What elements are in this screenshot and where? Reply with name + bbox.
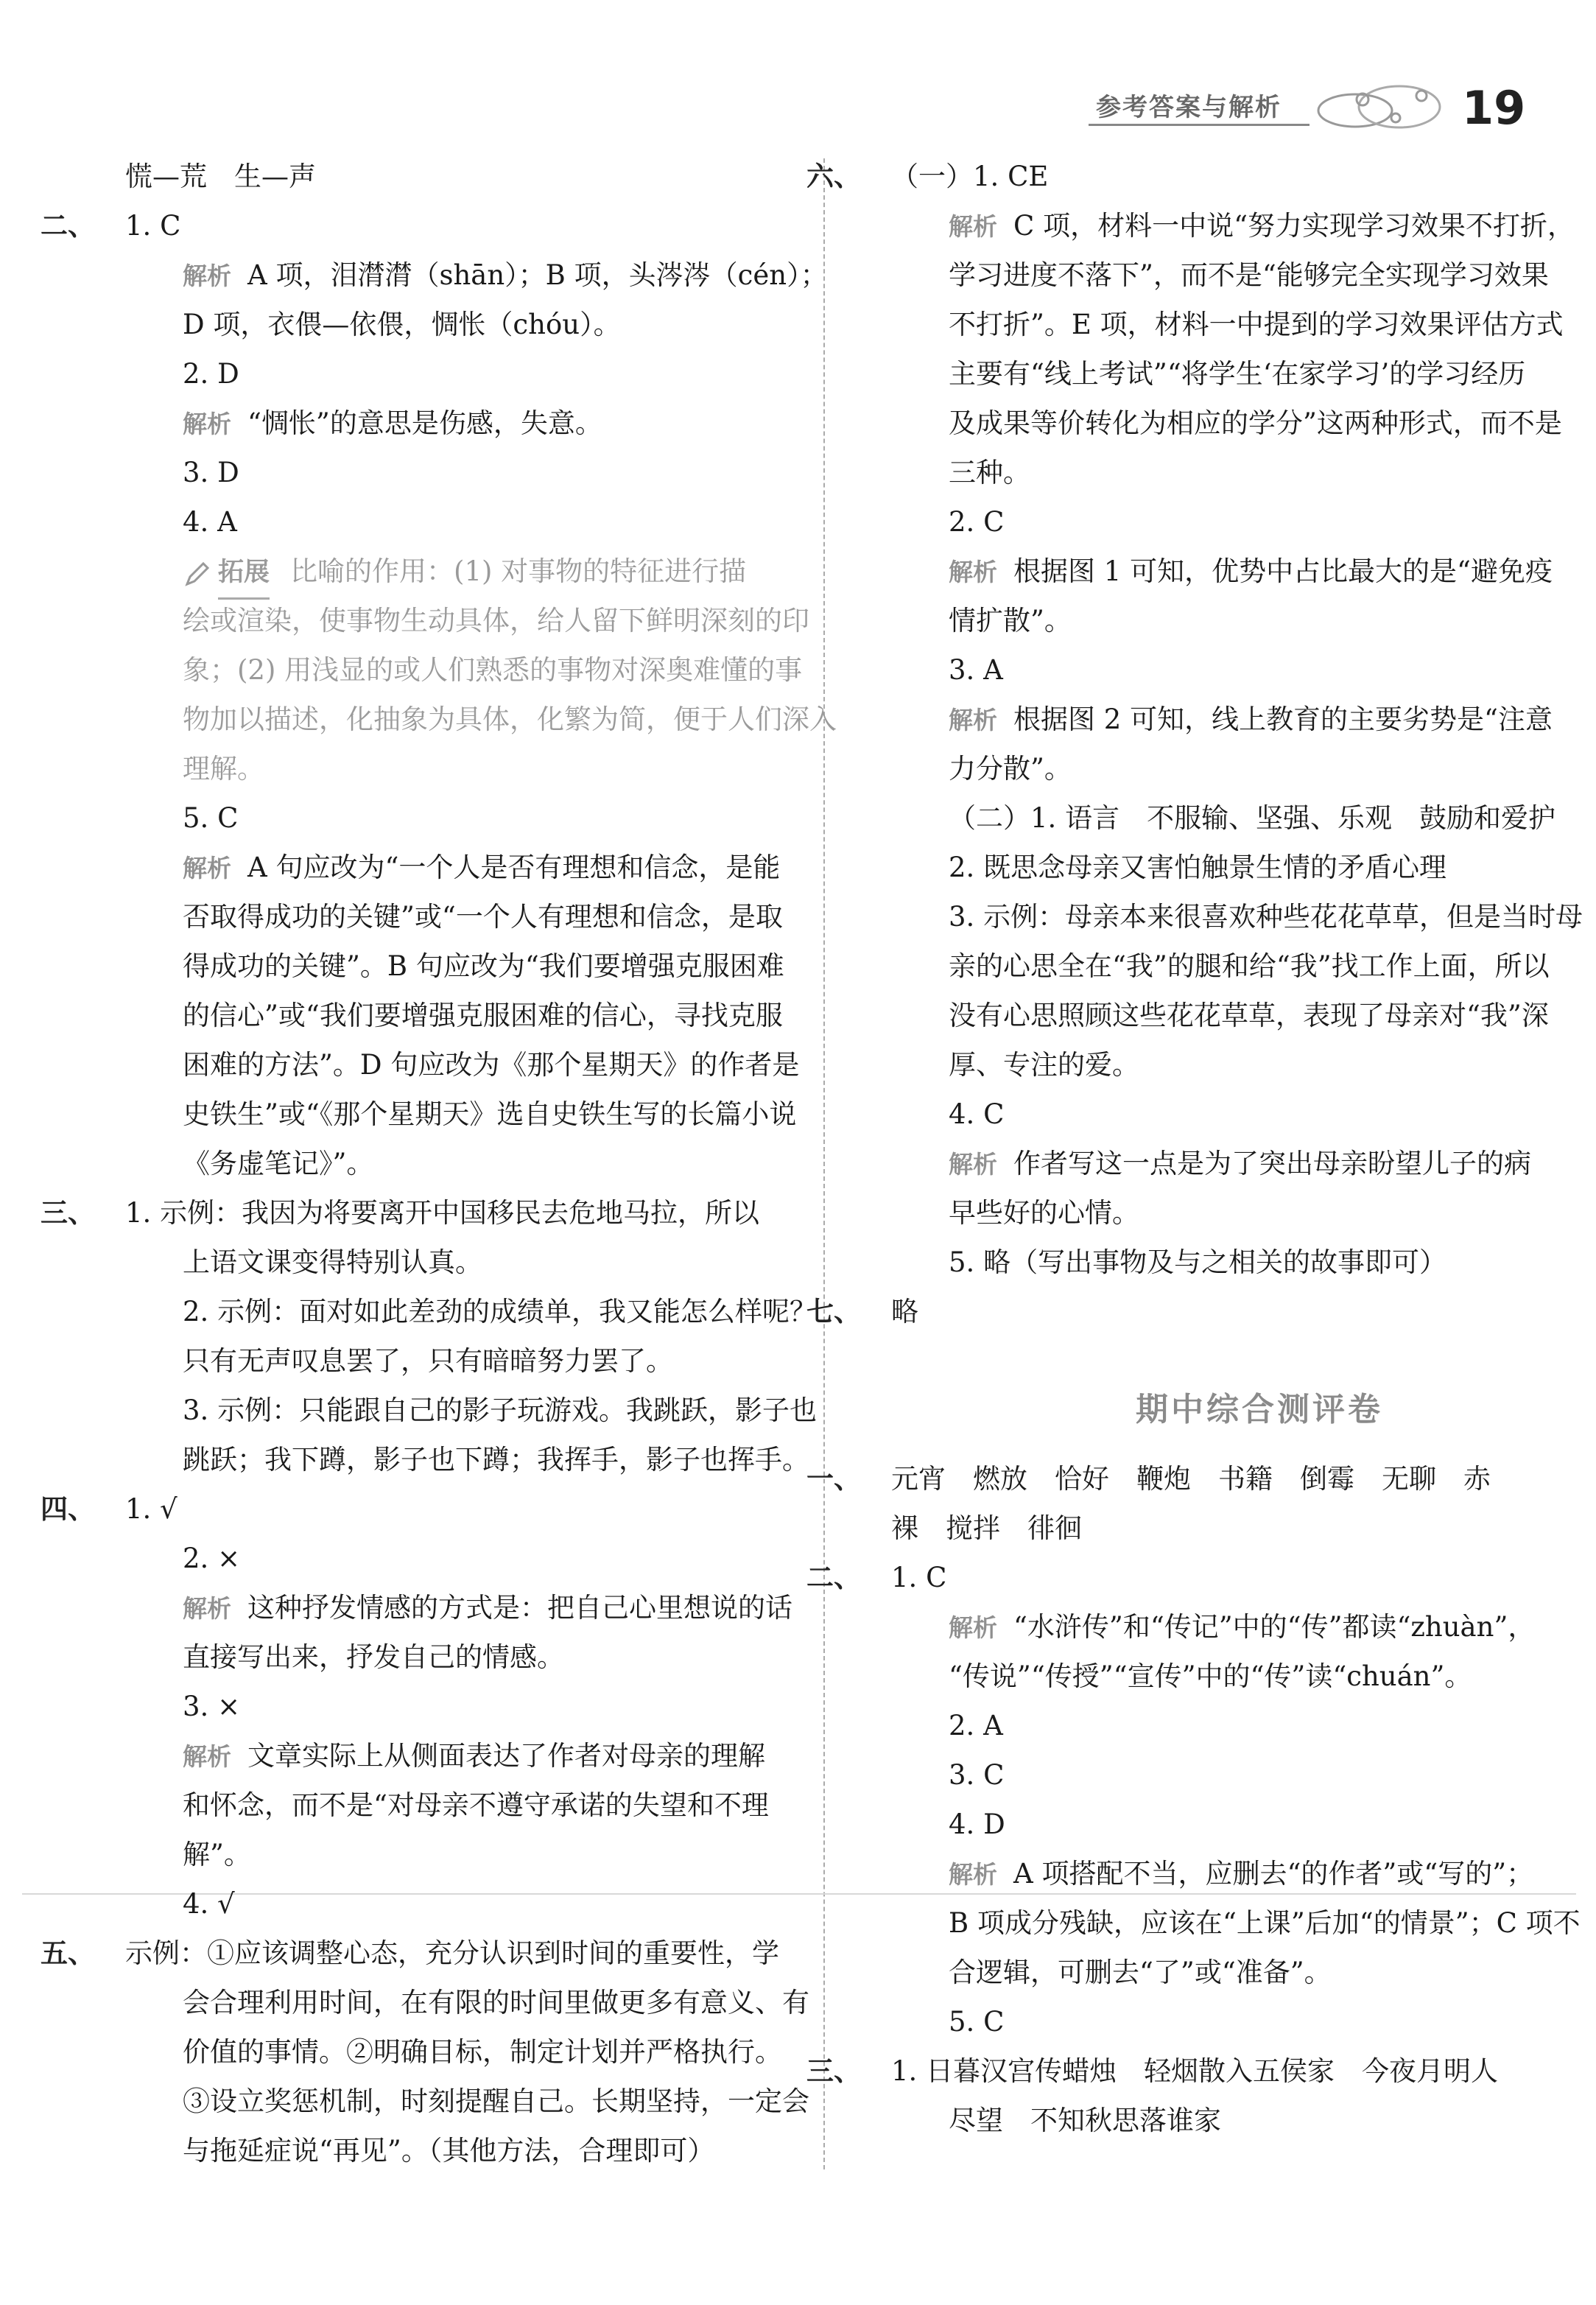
text-line (41, 201, 862, 250)
line-text: 与拖延症说“再见”。（其他方法，合理即可） (183, 2135, 715, 2167)
line-text: 4. D (949, 1808, 1005, 1840)
analysis-tag: 解析 (183, 262, 231, 290)
line-text: 否取得成功的关键”或“一个人有理想和信念，是取 (183, 901, 783, 933)
line-text: 2. 既思念母亲又害怕触景生情的矛盾心理 (949, 852, 1447, 883)
text-line (891, 1040, 1596, 1090)
line-text: D 项，衣偎—依偎，惆怅（chóu）。 (183, 309, 621, 340)
line-text: 困难的方法”。D 句应改为《那个星期天》的作者是 (183, 1049, 800, 1081)
line-text: 厚、专注的爱。 (949, 1049, 1139, 1081)
section-number: 一、 (806, 1462, 861, 1495)
line-text: A 项搭配不当，应删去“的作者”或“写的”； (1013, 1858, 1534, 1890)
text-line (891, 1139, 1596, 1188)
line-text: 解”。 (183, 1839, 251, 1870)
text-line (891, 1238, 1596, 1287)
text-line (125, 1238, 862, 1287)
line-text: “传说”“传授”“宣传”中的“传”读“chuán”。 (949, 1660, 1472, 1692)
line-text: “惆怅”的意思是伤感，失意。 (247, 407, 602, 439)
analysis-tag: 解析 (183, 854, 231, 883)
line-text: 主要有“线上考试”“将学生‘在家学习’的学习经历 (949, 358, 1526, 390)
line-text: 裸 搅拌 徘徊 (891, 1512, 1082, 1544)
text-line (891, 250, 1596, 300)
text-line (125, 1386, 862, 1435)
left-column (41, 152, 862, 2175)
section-number: 七、 (806, 1295, 861, 1327)
spacer (891, 1336, 1596, 1366)
line-text: 1. 示例：我因为将要离开中国移民去危地马拉，所以 (125, 1197, 760, 1229)
line-text: 2. D (183, 358, 239, 390)
text-line (125, 892, 862, 941)
line-text: 学习进度不落下”，而不是“能够完全实现学习效果 (949, 259, 1549, 291)
line-text: A 句应改为“一个人是否有理想和信念，是能 (247, 852, 781, 883)
text-line (891, 1750, 1596, 1800)
text-line (891, 1188, 1596, 1238)
line-text: ③设立奖惩机制，时刻提醒自己。长期坚持，一定会 (183, 2085, 809, 2117)
text-line (125, 645, 862, 695)
text-line (125, 1336, 862, 1386)
line-text: 跳跃；我下蹲，影子也下蹲；我挥手，影子也挥手。 (183, 1444, 809, 1476)
line-text: 4. C (949, 1098, 1005, 1130)
analysis-tag: 解析 (949, 558, 997, 586)
text-line (125, 1139, 862, 1188)
text-line (891, 300, 1596, 349)
line-text: C 项，材料一中说“努力实现学习效果不打折， (1013, 210, 1575, 242)
text-line (891, 547, 1596, 596)
line-text: “水浒传”和“传记”中的“传”都读“zhuàn”， (1013, 1611, 1536, 1643)
text-line (891, 349, 1596, 399)
analysis-tag: 解析 (949, 1860, 997, 1889)
text-line (891, 1948, 1596, 1997)
text-line (891, 695, 1596, 744)
line-text: 合逻辑，可删去“了”或“准备”。 (949, 1957, 1332, 1988)
text-line (806, 152, 1596, 201)
analysis-tag: 解析 (949, 212, 997, 241)
line-text: 只有无声叹息罢了，只有暗暗努力罢了。 (183, 1345, 673, 1377)
line-text: 及成果等价转化为相应的学分”这两种形式，而不是 (949, 407, 1562, 439)
line-text: 《务虚笔记》”。 (183, 1148, 374, 1179)
section-number: 二、 (806, 1561, 861, 1593)
line-text: 根据图 1 可知，优势中占比最大的是“避免疫 (1013, 555, 1553, 587)
text-line (891, 1090, 1596, 1139)
text-line (125, 497, 862, 547)
line-text: 3. 示例：母亲本来很喜欢种些花花草草，但是当时母 (949, 901, 1583, 933)
line-text: 3. C (949, 1759, 1005, 1791)
line-text: 和怀念，而不是“对母亲不遵守承诺的失望和不理 (183, 1789, 769, 1821)
text-line (125, 596, 862, 645)
line-text: 3. 示例：只能跟自己的影子玩游戏。我跳跃，影子也 (183, 1394, 818, 1426)
line-text: 3. D (183, 457, 239, 488)
line-text: 1. C (125, 210, 181, 242)
text-line (125, 1830, 862, 1879)
text-line (41, 1484, 862, 1534)
text-line (891, 201, 1596, 250)
text-line (891, 596, 1596, 645)
text-line (125, 1090, 862, 1139)
line-text: 1. C (891, 1562, 947, 1593)
line-text: A 项，泪潸潸（shān）；B 项，头涔涔（cén）； (247, 259, 828, 291)
text-line (125, 1435, 862, 1484)
line-text: 得成功的关键”。B 句应改为“我们要增强克服困难 (183, 950, 784, 982)
line-text: 情扩散”。 (949, 605, 1072, 636)
text-line (125, 1583, 862, 1632)
text-line (125, 349, 862, 399)
text-line (125, 941, 862, 991)
text-line (125, 300, 862, 349)
text-line (806, 2046, 1596, 2096)
line-text: 作者写这一点是为了突出母亲盼望儿子的病 (1013, 1148, 1531, 1179)
line-text: 绘或渲染，使事物生动具体，给人留下鲜明深刻的印 (183, 605, 809, 636)
text-line (125, 1682, 862, 1731)
text-line (125, 1534, 862, 1583)
text-line (125, 2126, 862, 2175)
line-text: 史铁生”或“《那个星期天》选自史铁生写的长篇小说 (183, 1098, 797, 1130)
text-line (125, 1287, 862, 1336)
text-line (125, 547, 862, 596)
section-number: 四、 (41, 1492, 95, 1525)
text-line (125, 250, 862, 300)
text-line (891, 1997, 1596, 2046)
header-underline (1089, 124, 1310, 126)
line-text: 5. 略（写出事物及与之相关的故事即可） (949, 1246, 1447, 1278)
line-text: 略 (891, 1296, 918, 1327)
text-line (891, 497, 1596, 547)
line-text: B 项成分残缺，应该在“上课”后加“的情景”；C 项不 (949, 1907, 1581, 1939)
line-text: 示例：①应该调整心态，充分认识到时间的重要性，学 (125, 1937, 779, 1969)
text-line (806, 1287, 1596, 1336)
line-text: 尽望 不知秋思落谁家 (949, 2105, 1221, 2136)
line-text: 象；(2) 用浅显的或人们熟悉的事物对深奥难懂的事 (183, 654, 803, 686)
line-text: 根据图 2 可知，线上教育的主要劣势是“注意 (1013, 704, 1553, 735)
line-text: 元宵 燃放 恰好 鞭炮 书籍 倒霉 无聊 赤 (891, 1463, 1491, 1495)
text-line (41, 1188, 862, 1238)
analysis-tag: 解析 (949, 1613, 997, 1642)
text-line (125, 2027, 862, 2077)
line-text: 直接写出来，抒发自己的情感。 (183, 1641, 564, 1673)
text-line (891, 744, 1596, 793)
line-text: 文章实际上从侧面表达了作者对母亲的理解 (247, 1740, 765, 1772)
text-line (125, 399, 862, 448)
text-line (891, 1800, 1596, 1849)
line-text: 慌—荒 生—声 (125, 161, 316, 192)
section-title: 期中综合测评卷 (1136, 1391, 1383, 1428)
text-line (806, 1454, 1596, 1504)
line-text: 没有心思照顾这些花花草草，表现了母亲对“我”深 (949, 1000, 1549, 1031)
analysis-tag: 解析 (183, 410, 231, 438)
line-text: 1. √ (125, 1493, 177, 1525)
line-text: 这种抒发情感的方式是：把自己心里想说的话 (247, 1592, 792, 1624)
pencil-icon (183, 559, 212, 589)
page-number: 19 (1462, 81, 1526, 135)
line-text: 5. C (949, 2006, 1005, 2038)
line-text: 会合理利用时间，在有限的时间里做更多有意义、有 (183, 1987, 809, 2018)
line-text: 力分散”。 (949, 753, 1072, 785)
text-line (891, 1701, 1596, 1750)
line-text: 4. √ (183, 1888, 235, 1920)
line-text: （二）1. 语言 不服输、坚强、乐观 鼓励和爱护 (949, 802, 1556, 834)
line-text: 三种。 (949, 457, 1030, 488)
line-text: 早些好的心情。 (949, 1197, 1139, 1229)
analysis-tag: 解析 (949, 1150, 997, 1179)
extension-tag: 拓展 (218, 548, 270, 600)
line-text: 5. C (183, 802, 239, 834)
text-line (125, 1040, 862, 1090)
line-text: 2. 示例：面对如此差劲的成绩单，我又能怎么样呢？ (183, 1296, 818, 1327)
line-text: 2. A (949, 1710, 1003, 1741)
line-text: 的信心”或“我们要增强克服困难的信心，寻找克服 (183, 1000, 783, 1031)
text-line (891, 1602, 1596, 1652)
text-line (125, 843, 862, 892)
text-line (806, 1553, 1596, 1602)
analysis-tag: 解析 (183, 1742, 231, 1771)
text-line (891, 1849, 1596, 1898)
section-number: 三、 (41, 1196, 95, 1229)
text-line (891, 399, 1596, 448)
section-number: 六、 (806, 160, 861, 192)
text-line (125, 448, 862, 497)
analysis-tag: 解析 (183, 1594, 231, 1623)
text-line (891, 2096, 1596, 2145)
text-line (891, 892, 1596, 941)
line-text: 2. × (183, 1543, 241, 1574)
line-text: 不打折”。E 项，材料一中提到的学习效果评估方式 (949, 309, 1564, 340)
text-line (891, 941, 1596, 991)
analysis-tag: 解析 (949, 706, 997, 734)
line-text: 物加以描述，化抽象为具体，化繁为简，便于人们深入 (183, 704, 837, 735)
text-line (891, 793, 1596, 843)
text-line (891, 843, 1596, 892)
text-line (891, 1504, 1596, 1553)
text-line (125, 991, 862, 1040)
page-header (0, 0, 1596, 147)
text-line (891, 1652, 1596, 1701)
line-text: （一）1. CE (891, 161, 1049, 192)
line-text: 价值的事情。②明确目标，制定计划并严格执行。 (183, 2036, 782, 2068)
text-line (891, 448, 1596, 497)
line-text: 3. × (183, 1691, 241, 1722)
line-text: 3. A (949, 654, 1003, 686)
line-text: 4. A (183, 506, 237, 538)
decorative-swirl-icon (1311, 74, 1451, 140)
text-line (125, 1879, 862, 1929)
text-line (125, 1781, 862, 1830)
line-text: 2. C (949, 506, 1005, 538)
line-text: 理解。 (183, 753, 264, 785)
header-title: 参考答案与解析 (1096, 93, 1282, 122)
line-text: 比喻的作用：(1) 对事物的特征进行描 (290, 555, 747, 587)
text-line (125, 1978, 862, 2027)
text-line (125, 2077, 862, 2126)
line-text: 亲的心思全在“我”的腿和给“我”找工作上面，所以 (949, 950, 1550, 982)
text-line (125, 793, 862, 843)
text-line (41, 1929, 862, 1978)
section-number: 三、 (806, 2055, 861, 2087)
line-text: 上语文课变得特别认真。 (183, 1246, 482, 1278)
text-line (891, 645, 1596, 695)
text-line (125, 744, 862, 793)
text-line (125, 695, 862, 744)
section-number: 五、 (41, 1937, 95, 1969)
text-line (125, 1632, 862, 1682)
text-line (125, 152, 862, 201)
text-line (125, 1731, 862, 1781)
text-line (891, 991, 1596, 1040)
text-line (891, 1898, 1596, 1948)
right-column (806, 152, 1596, 2145)
line-text: 1. 日暮汉宫传蜡烛 轻烟散入五侯家 今夜月明人 (891, 2055, 1499, 2087)
section-number: 二、 (41, 209, 95, 242)
